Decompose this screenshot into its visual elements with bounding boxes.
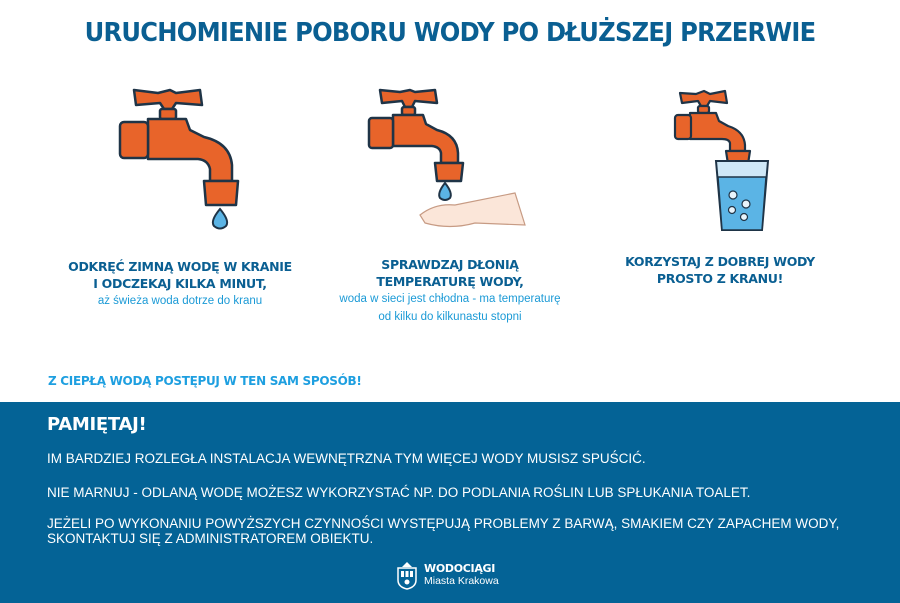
remember-note-4: SKONTAKTUJ SIĘ Z ADMINISTRATOREM OBIEKTU. [47, 531, 374, 546]
step-2-subtext-line1: woda w sieci jest chłodna - ma temperaturę [339, 293, 561, 305]
step-1-subtext: aż świeża woda dotrze do kranu [97, 295, 263, 307]
logo-line1: WODOCIĄGI [424, 562, 496, 575]
tap-dripping-icon [110, 85, 250, 230]
page-title: URUCHOMIENIE POBORU WODY PO DŁUŻSZEJ PRZERWIE [84, 18, 816, 48]
remember-note-2: NIE MARNUJ - ODLANĄ WODĘ MOŻESZ WYKORZYSTAĆ NP. DO PODLANIA ROŚLIN LUB SPŁUKANIA TOALET. [47, 485, 751, 500]
warm-water-note: Z CIEPŁĄ WODĄ POSTĘPUJ W TEN SAM SPOSÓB! [48, 374, 362, 388]
tap-glass-icon [670, 85, 780, 235]
tap-hand-icon [365, 85, 540, 230]
step-2-subtext-line2: od kilku do kilkunastu stopni [378, 311, 522, 323]
step-3 [580, 253, 860, 287]
step-2-heading-line1: SPRAWDZAJ DŁONIĄ [381, 257, 519, 272]
step-3-heading-line2: PROSTO Z KRANU! [656, 271, 784, 286]
step-2-heading-line2: TEMPERATURĘ WODY, [376, 274, 524, 289]
step-1-heading-line2: I ODCZEKAJ KILKA MINUT, [93, 276, 267, 291]
remember-note-1: IM BARDZIEJ ROZLEGŁA INSTALACJA WEWNĘTRZNA TYM WIĘCEJ WODY MUSISZ SPUŚCIĆ. [47, 451, 646, 466]
remember-note-3: JEŻELI PO WYKONANIU POWYŻSZYCH CZYNNOŚCI WYSTĘPUJĄ PROBLEMY Z BARWĄ, SMAKIEM CZY ZAPACHEM WODY, [47, 516, 840, 531]
wodociagi-logo [396, 560, 499, 590]
step-2 [310, 256, 590, 326]
step-3-heading-line1: KORZYSTAJ Z DOBREJ WODY [625, 254, 815, 269]
coat-of-arms-icon [396, 560, 418, 590]
remember-heading: PAMIĘTAJ! [47, 414, 147, 435]
logo-line2: Miasta Krakowa [424, 575, 499, 587]
step-1 [40, 258, 320, 310]
step-1-heading-line1: ODKRĘĆ ZIMNĄ WODĘ W KRANIE [68, 259, 292, 274]
